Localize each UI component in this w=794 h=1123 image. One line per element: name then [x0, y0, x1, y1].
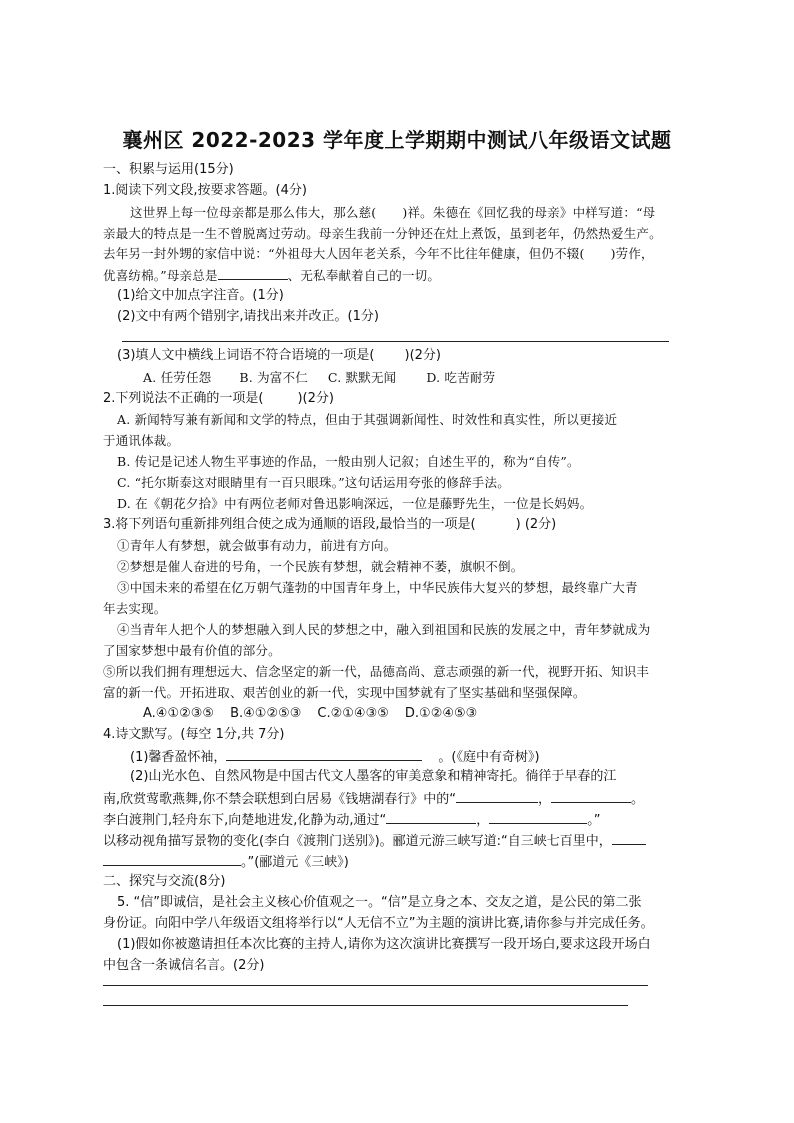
q3-sentence-2: ②梦想是催人奋进的号角，一个民族有梦想，就会精神不萎，旗帜不倒。 — [117, 559, 524, 574]
q3-sentence-5a: ⑤所以我们拥有理想远大、信念坚定的新一代，品德高尚、意志顽强的新一代，视野开拓、知识丰 — [103, 664, 650, 679]
answer-line[interactable] — [122, 341, 669, 342]
answer-line[interactable] — [103, 1005, 628, 1006]
q3-sentence-3b: 年去实现。 — [103, 601, 167, 616]
q4-line3: 南,欣赏莺歌燕舞,你不禁会联想到白居易《钱塘湖春行》中的“ ， 。 — [103, 788, 644, 810]
blank-line[interactable] — [489, 809, 587, 824]
exam-title: 襄州区 2022-2023 学年度上学期期中测试八年级语文试题 — [122, 128, 672, 152]
q3-sentence-3a: ③中国未来的希望在亿万朝气蓬勃的中国青年身上，中华民族伟大复兴的梦想，最终靠广大青 — [117, 580, 638, 595]
q4-line6: 。”(郦道元《三峡》) — [103, 851, 349, 873]
q2-stem: 2.下列说法不正确的一项是( )(2分) — [103, 391, 334, 406]
q4-line2: (2)山光水色、自然风物是中国古代文人墨客的审美意象和精神寄托。徜徉于早春的江 — [130, 769, 617, 784]
q4-line1: (1)馨香盈怀袖， 。(《庭中有奇树》) — [130, 746, 540, 768]
blank-line[interactable] — [226, 746, 422, 761]
q1-passage-line3: 去年另一封外甥的家信中说：“外祖母大人因年老关系，今年不比往年健康，但仍不辍( )劳作， — [103, 246, 654, 261]
q1-passage-line2: 亲最大的特点是一生不曾脱离过劳动。母亲生我前一分钟还在灶上煮饭，虽到老年，仍然热爱生产。 — [103, 226, 662, 241]
blank-line[interactable] — [551, 788, 631, 803]
blank-line[interactable] — [456, 788, 538, 803]
section-1-heading: 一、积累与运用(15分) — [103, 162, 234, 177]
blank-line[interactable] — [612, 830, 646, 845]
blank-line[interactable] — [386, 809, 476, 824]
q2-option-a-line2: 于通讯体裁。 — [103, 433, 180, 448]
q2-option-a-line1: A. 新闻特写兼有新闻和文学的特点，但由于其强调新闻性、时效性和真实性，所以更接近 — [117, 412, 618, 427]
q1-sub3: (3)填人文中横线上词语不符合语境的一项是( )(2分) — [117, 348, 441, 363]
q1-sub2: (2)文中有两个错别字,请找出来并改正。(1分) — [117, 309, 379, 324]
q2-option-d: D. 在《朝花夕拾》中有两位老师对鲁迅影响深远，一位是藤野先生，一位是长妈妈。 — [117, 496, 593, 511]
q5-line1: 5. “信”即诚信，是社会主义核心价值观之一。“信”是立身之本、交友之道，是公民的第二张 — [117, 895, 642, 910]
q4-line4: 李白渡荆门,轻舟东下,向楚地进发,化静为动,通过“ ， 。” — [103, 809, 601, 831]
q1-options: A. 任劳任怨 B. 为富不仁 C. 默默无闻 D. 吃苦耐劳 — [143, 370, 496, 385]
q5-line2: 身份证。向阳中学八年级语文组将举行以“人无信不立”为主题的演讲比赛,请你参与并完成任务。 — [103, 916, 654, 931]
q4-stem: 4.诗文默写。(每空 1分,共 7分) — [103, 727, 285, 742]
answer-line[interactable] — [103, 985, 648, 986]
q3-sentence-1: ①青年人有梦想，就会做事有动力，前进有方向。 — [117, 538, 397, 553]
q3-stem: 3.将下列语句重新排列组合使之成为通顺的语段,最恰当的一项是( ) (2分) — [103, 517, 557, 532]
q1-stem: 1.阅读下列文段,按要求答题。(4分) — [103, 183, 307, 198]
q4-line5: 以移动视角描写景物的变化(李白《渡荆门送别》)。郦道元游三峡写道:“自三峡七百里中， — [103, 830, 646, 852]
q2-option-c: C. “托尔斯泰这对眼睛里有一百只眼珠。”这句话运用夸张的修辞手法。 — [117, 475, 510, 490]
blank-line[interactable] — [103, 851, 241, 866]
q3-sentence-4a: ④当青年人把个人的梦想融入到人民的梦想之中，融入到祖国和民族的发展之中，青年梦就成为 — [117, 622, 651, 637]
q1-sub1: (1)给文中加点字注音。(1分) — [117, 288, 284, 303]
q1-passage-line1: 这世界上每一位母亲都是那么伟大，那么慈( )祥。朱德在《回忆我的母亲》中样写道：“母 — [130, 205, 656, 220]
q3-sentence-5b: 富的新一代。开拓进取、艰苦创业的新一代，实现中国梦就有了坚实基础和坚强保障。 — [103, 685, 586, 700]
q1-passage-line4: 优喜纺棉。”母亲总是 、无私奉献着自己的一切。 — [103, 265, 440, 286]
section-2-heading: 二、探究与交流(8分) — [103, 874, 226, 889]
q3-options: A.④①②③⑤ B.④①②⑤③ C.②①④③⑤ D.①②④⑤③ — [143, 706, 478, 721]
q2-option-b: B. 传记是记述人物生平事迹的作品，一般由别人记叙；自述生平的，称为“自传”。 — [117, 454, 580, 469]
blank-line[interactable] — [218, 265, 288, 280]
q5-line3: (1)假如你被邀请担任本次比赛的主持人,请你为这次演讲比赛撰写一段开场白,要求这段开场白 — [117, 937, 651, 952]
q3-sentence-4b: 了国家梦想中最有价值的部分。 — [103, 643, 281, 658]
q5-line4: 中包含一条诚信名言。(2分) — [103, 958, 265, 973]
